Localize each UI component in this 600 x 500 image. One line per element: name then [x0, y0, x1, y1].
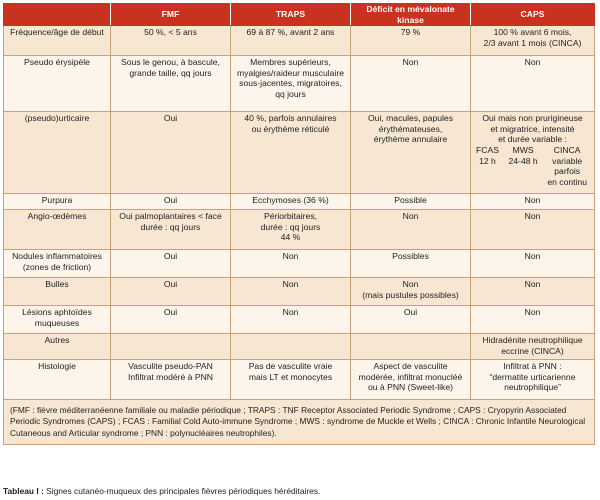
- caps-cell-line: 100 % avant 6 mois,: [493, 27, 572, 38]
- row-header-line: (pseudo)urticaire: [24, 113, 90, 124]
- caps-cell-line: Non: [524, 57, 541, 68]
- caption-label: Tableau I :: [3, 486, 44, 496]
- header-empty: [4, 4, 111, 26]
- caps-subtype-line: 12 h: [479, 155, 496, 166]
- traps-cell: [231, 210, 351, 250]
- row-header-cell: [4, 250, 111, 278]
- periodic-fevers-table: [3, 3, 595, 445]
- row-header-line: Lésions aphtoïdes: [22, 307, 92, 318]
- header-traps: TRAPS: [231, 4, 351, 26]
- row-header-line: Pseudo érysipèle: [24, 57, 90, 68]
- row-header-line: Angio-œdèmes: [27, 211, 87, 222]
- caps-cell-line: “dermatite urticarienne: [489, 371, 576, 382]
- fmf-cell-line: Oui: [163, 195, 178, 206]
- mkd-cell-line: Non: [402, 279, 419, 290]
- table-row: [4, 334, 595, 360]
- traps-cell-line: qq jours: [275, 88, 306, 99]
- caps-cell: [471, 26, 595, 56]
- mkd-cell-line: 79 %: [400, 27, 421, 38]
- table-row: [4, 278, 595, 306]
- traps-cell-line: sous-jacentes, migratoires,: [239, 78, 342, 89]
- caps-cell-line: Oui mais non prurigineuse: [482, 113, 583, 124]
- mkd-cell: [351, 306, 471, 334]
- mkd-cell: [351, 250, 471, 278]
- traps-cell: [231, 278, 351, 306]
- fmf-cell-line: grande taille, qq jours: [129, 67, 212, 78]
- fmf-cell: [111, 306, 231, 334]
- fmf-cell: [111, 334, 231, 360]
- mkd-cell: [351, 360, 471, 400]
- row-header-line: Fréquence/âge de début: [10, 27, 104, 38]
- mkd-cell-line: Non: [402, 211, 419, 222]
- fmf-cell: [111, 112, 231, 194]
- traps-cell-line: 69 à 87 %, avant 2 ans: [246, 27, 335, 38]
- traps-cell-line: Périorbitaires,: [263, 211, 317, 222]
- abbreviations-footnote: (FMF : fièvre méditerranéenne familiale ou maladie périodique ; TRAPS : TNF Receptor Associated Periodic Syndrome ; CAPS : Cryopyrin Associated Periodic Syndromes (CAPS) ; FCAS : Familial Cold Auto-immune Syndrome ; MWS : syndrome de Muckle et Wells ; CINCA : Chronic Infantile Neurological Cutaneous and Articular syndrome ; PNN : polynucléaires neutrophiles).: [4, 400, 595, 445]
- traps-cell: [231, 112, 351, 194]
- fmf-cell-line: Oui: [163, 279, 178, 290]
- caps-cell-line: Non: [524, 279, 541, 290]
- mkd-cell-line: érythème annulaire: [373, 134, 448, 145]
- header-caps: CAPS: [471, 4, 595, 26]
- table-row: [4, 194, 595, 210]
- traps-cell-line: Pas de vasculite vraie: [248, 361, 333, 372]
- caps-cell: [471, 334, 595, 360]
- table-header-row: [4, 4, 595, 26]
- mkd-cell-line: Aspect de vasculite: [373, 361, 448, 372]
- caps-cell-line: Non: [524, 251, 541, 262]
- mkd-cell: [351, 210, 471, 250]
- caps-subtype-line: 24-48 h: [508, 155, 538, 166]
- mkd-cell: [351, 278, 471, 306]
- mkd-cell: [351, 334, 471, 360]
- caps-subtype-line: variable: [552, 155, 583, 166]
- header-mevalonate-kinase-deficiency: Déficit en mévalonate kinase: [351, 4, 471, 26]
- table-row: [4, 26, 595, 56]
- mkd-cell-line: Possible: [394, 195, 427, 206]
- traps-cell-line: mais LT et monocytes: [248, 371, 333, 382]
- traps-cell: [231, 194, 351, 210]
- caps-cell: [471, 56, 595, 112]
- mkd-cell-line: Oui: [403, 307, 418, 318]
- fmf-cell: [111, 56, 231, 112]
- fmf-cell-line: Infiltrat modéré à PNN: [127, 371, 213, 382]
- fmf-cell: [111, 278, 231, 306]
- table-row: [4, 112, 595, 194]
- table-row: [4, 250, 595, 278]
- caps-cell: [471, 306, 595, 334]
- caps-cell-line: 2/3 avant 1 mois (CINCA): [483, 37, 582, 48]
- mkd-cell-line: Non: [402, 57, 419, 68]
- caps-cell: [471, 360, 595, 400]
- fmf-cell-line: durée : qq jours: [140, 221, 201, 232]
- fmf-cell: [111, 250, 231, 278]
- row-header-cell: [4, 360, 111, 400]
- row-header-cell: [4, 26, 111, 56]
- traps-cell-line: Non: [282, 307, 299, 318]
- caps-cell-line: Non: [524, 211, 541, 222]
- caps-subtype-column: [547, 145, 587, 187]
- row-header-line: Autres: [44, 335, 70, 346]
- caps-cell-line: et durée variable :: [498, 134, 567, 145]
- caption-text: Signes cutanéo-muqueux des principales fièvres périodiques héréditaires.: [43, 486, 321, 496]
- caps-cell-line: Hidradénite neutrophilique: [482, 335, 583, 346]
- caps-subtype-column: [509, 145, 538, 187]
- fmf-cell-line: Oui: [163, 251, 178, 262]
- mkd-cell-line: Possibles: [392, 251, 429, 262]
- fmf-cell-line: Sous le genou, à bascule,: [121, 57, 220, 68]
- fmf-cell-line: 50 %, < 5 ans: [144, 27, 197, 38]
- traps-cell-line: durée : qq jours: [260, 221, 321, 232]
- caps-subtype-column: [476, 145, 499, 187]
- caps-cell: [471, 112, 595, 194]
- row-header-cell: [4, 112, 111, 194]
- caps-cell: [471, 278, 595, 306]
- caps-subtype-line: CINCA: [553, 144, 581, 155]
- row-header-cell: [4, 334, 111, 360]
- traps-cell: [231, 334, 351, 360]
- mkd-cell: [351, 56, 471, 112]
- caps-cell-line: Non: [524, 307, 541, 318]
- row-header-cell: [4, 306, 111, 334]
- caps-cell: [471, 250, 595, 278]
- traps-cell-line: Non: [282, 251, 299, 262]
- mkd-cell: [351, 26, 471, 56]
- row-header-line: Bulles: [45, 279, 69, 290]
- traps-cell-line: Ecchymoses (36 %): [252, 195, 329, 206]
- caps-cell-line: Infiltrat à PNN :: [503, 361, 562, 372]
- traps-cell-line: 44 %: [280, 232, 301, 243]
- traps-cell-line: myalgies/raideur musculaire: [237, 67, 344, 78]
- traps-cell: [231, 360, 351, 400]
- mkd-cell-line: (mais pustules possibles): [362, 289, 459, 300]
- row-header-line: (zones de friction): [22, 261, 92, 272]
- table-row: [4, 210, 595, 250]
- row-header-line: Purpura: [41, 195, 73, 206]
- table-row: [4, 360, 595, 400]
- traps-cell-line: Non: [282, 279, 299, 290]
- fmf-cell: [111, 194, 231, 210]
- traps-cell-line: 40 %, parfois annulaires: [244, 113, 337, 124]
- caps-cell-line: Non: [524, 195, 541, 206]
- fmf-cell-line: Oui: [163, 307, 178, 318]
- row-header-line: Nodules inflammatoires: [12, 251, 102, 262]
- mkd-cell-line: Oui, macules, papules: [367, 113, 454, 124]
- caps-cell-line: eccrine (CINCA): [501, 345, 564, 356]
- mkd-cell-line: ou à PNN (Sweet-like): [367, 382, 453, 393]
- caps-cell: [471, 210, 595, 250]
- caps-subtypes: [474, 145, 591, 187]
- fmf-cell-line: Oui palmoplantaires < face: [119, 211, 222, 222]
- footnote-row: [4, 400, 595, 445]
- fmf-cell-line: Oui: [163, 113, 178, 124]
- traps-cell-line: Membres supérieurs,: [250, 57, 331, 68]
- caps-subtype-line: parfois: [554, 166, 581, 177]
- mkd-cell: [351, 112, 471, 194]
- table-container: [3, 3, 594, 445]
- traps-cell: [231, 26, 351, 56]
- mkd-cell-line: érythémateuses,: [378, 123, 443, 134]
- row-header-cell: [4, 194, 111, 210]
- caps-subtype-line: en continu: [547, 176, 587, 187]
- caps-cell-line: et migratrice, intensité: [490, 123, 575, 134]
- fmf-cell: [111, 360, 231, 400]
- row-header-line: muqueuses: [34, 317, 80, 328]
- caps-cell: [471, 194, 595, 210]
- traps-cell: [231, 250, 351, 278]
- caps-cell-line: neutrophilique”: [504, 382, 561, 393]
- caps-subtype-line: MWS: [512, 144, 534, 155]
- header-fmf: FMF: [111, 4, 231, 26]
- mkd-cell: [351, 194, 471, 210]
- table-row: [4, 306, 595, 334]
- table-row: [4, 56, 595, 112]
- fmf-cell: [111, 26, 231, 56]
- row-header-cell: [4, 278, 111, 306]
- caps-subtype-line: FCAS: [476, 144, 499, 155]
- fmf-cell: [111, 210, 231, 250]
- row-header-line: Histologie: [38, 361, 76, 372]
- traps-cell: [231, 306, 351, 334]
- mkd-cell-line: modérée, infiltrat monucléé: [358, 371, 463, 382]
- fmf-cell-line: Vasculite pseudo-PAN: [128, 361, 213, 372]
- traps-cell-line: ou érythème réticulé: [251, 123, 330, 134]
- table-caption: [3, 486, 320, 496]
- row-header-cell: [4, 56, 111, 112]
- row-header-cell: [4, 210, 111, 250]
- traps-cell: [231, 56, 351, 112]
